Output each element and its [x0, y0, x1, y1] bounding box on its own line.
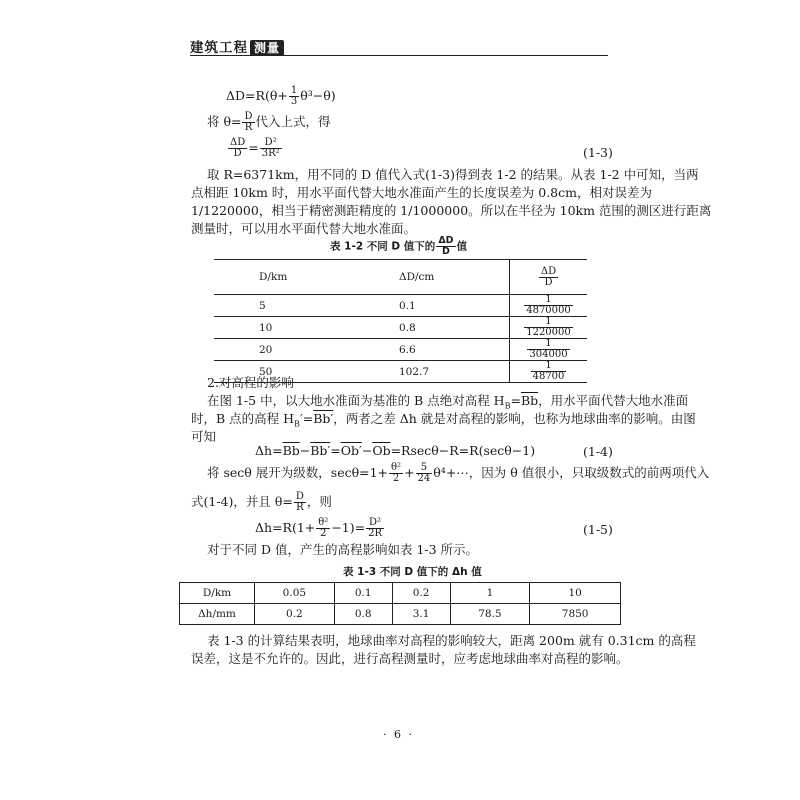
overline-segment: Ob′	[340, 443, 362, 458]
equation-1-5	[255, 518, 385, 539]
equation-number-1-3: (1-3)	[583, 145, 613, 160]
text-part: 式(1-4)，并且 θ=	[191, 494, 293, 509]
eq-fraction	[289, 86, 299, 107]
equation-1-3	[227, 138, 283, 159]
cell-delta-d: 6.6	[351, 339, 510, 361]
eq13-frac2	[260, 138, 282, 159]
para3-line2	[191, 492, 332, 513]
caption-fraction	[436, 236, 455, 257]
cell-ratio	[510, 339, 588, 361]
eq-part: Δh=	[255, 443, 283, 458]
caption-text: 表 1-2 不同 D 值下的	[330, 240, 436, 253]
subscript: B	[504, 401, 511, 411]
cell-d: 5	[214, 295, 351, 317]
frac-den: 2R	[368, 528, 382, 539]
para2-line3: 可知	[191, 429, 217, 444]
frac-den: R	[244, 122, 253, 133]
cell-delta-d: 0.1	[351, 295, 510, 317]
frac-num: 1	[531, 361, 567, 372]
frac-den: 4870000	[526, 305, 571, 316]
series-frac1	[389, 463, 403, 484]
overline-segment: $\overline{Bb}$	[520, 393, 539, 408]
table-1-3	[179, 582, 621, 625]
eq-part: =	[248, 140, 259, 155]
overline-segment: Bb′	[310, 443, 331, 458]
table-row	[214, 317, 587, 339]
col-header-d: D/km	[214, 260, 351, 295]
frac-den: 2	[392, 473, 400, 484]
header-rule	[190, 55, 608, 56]
frac-num: 1	[290, 85, 298, 96]
frac-num: θ²	[318, 517, 329, 528]
para2-line2	[191, 412, 696, 432]
eq-part: (θ+	[264, 88, 288, 103]
table-1-3-caption: 表 1-3 不同 D 值下的 Δh 值	[343, 566, 482, 578]
equation-1-4	[255, 444, 535, 458]
text-part: 代入上式，得	[255, 114, 331, 129]
cell-delta-h: 7850	[530, 604, 621, 625]
cell-d: 50	[214, 361, 351, 383]
sub-fraction	[242, 112, 254, 133]
row-label-d: D/km	[180, 583, 255, 604]
frac-den: D	[441, 246, 450, 257]
table-row	[180, 583, 621, 604]
cell-d: 0.05	[255, 583, 335, 604]
cell-delta-h: 3.1	[392, 604, 450, 625]
text-part: 将 θ=	[207, 114, 242, 129]
table-1-2-caption	[330, 236, 467, 257]
eq-part: =Rsecθ−R=R(secθ−1)	[390, 443, 536, 458]
frac-num: D	[244, 111, 253, 122]
cell-ratio	[510, 317, 588, 339]
table-row	[214, 295, 587, 317]
cell-delta-d: 0.8	[351, 317, 510, 339]
overline-segment: $\overline{Ob}$	[372, 443, 391, 458]
frac-den: 304000	[529, 349, 568, 360]
frac-num: ΔD	[540, 265, 557, 277]
text-part: ′=	[299, 411, 314, 426]
cell-d: 0.2	[392, 583, 450, 604]
eq-part: ΔD=R	[226, 88, 265, 103]
text-part: 时，B 点的高程 H	[191, 411, 295, 426]
frac-den: D	[544, 276, 553, 288]
table-header-row	[214, 260, 587, 295]
text-part: 将 secθ 展开为级数，secθ=1+	[207, 465, 389, 480]
text-part: 在图 1-5 中，以大地水准面为基准的 B 点绝对高程 H	[207, 393, 505, 408]
frac-num: D²	[260, 138, 282, 149]
frac-num: 1	[524, 295, 573, 306]
frac-num: 5	[416, 463, 433, 474]
equation-number-1-5: (1-5)	[583, 522, 613, 537]
cell-d: 20	[214, 339, 351, 361]
frac-num: ΔD	[230, 137, 246, 148]
text-part: ，两者之差 Δh 就是对高程的影响，也称为地球曲率的影响。由图	[333, 411, 696, 426]
row-label-delta-h: Δh/mm	[180, 604, 255, 625]
ratio-fraction	[531, 361, 567, 382]
text-part: =	[510, 393, 521, 408]
eq-part: −	[299, 443, 311, 458]
frac-den: 24	[417, 473, 431, 484]
col-header-ratio	[510, 260, 588, 295]
frac-num: D²	[366, 518, 384, 529]
para1-line1: 取 R=6371km，用不同的 D 值代入式(1-3)得到表 1-2 的结果。从表 1-2 中可知，当两	[207, 167, 699, 182]
cell-d: 10	[530, 583, 621, 604]
series-frac2	[416, 463, 433, 484]
eq-part: Δh=R(1+	[255, 520, 316, 535]
frac-den: 3R²	[261, 148, 280, 159]
cell-delta-h: 78.5	[450, 604, 530, 625]
substitution-line	[207, 112, 331, 133]
eq-part: =	[330, 443, 341, 458]
theta-fraction	[294, 492, 306, 513]
ratio-fraction	[524, 295, 573, 316]
para3-line1	[207, 463, 709, 484]
table-1-3-intro: 对于不同 D 值，产生的高程影响如表 1-3 所示。	[207, 542, 479, 557]
header-fraction	[539, 267, 558, 288]
cell-ratio	[510, 295, 588, 317]
frac-num: 1	[527, 339, 569, 350]
eq-part: −1)=	[331, 520, 366, 535]
cell-delta-h: 0.2	[255, 604, 335, 625]
frac-den: 48700	[532, 371, 565, 382]
eq15-frac2	[366, 518, 384, 539]
col-header-delta-d: ΔD/cm	[351, 260, 510, 295]
para4-line2: 误差，这是不允许的。因此，进行高程测量时，应考虑地球曲率对高程的影响。	[191, 651, 629, 666]
ratio-fraction	[527, 339, 569, 360]
eq13-frac1	[228, 138, 247, 159]
overline-segment: $\overline{Bb}$	[282, 443, 300, 458]
cell-d: 10	[214, 317, 351, 339]
frac-num: ΔD	[438, 235, 454, 246]
eq-part: θ³−θ)	[300, 88, 336, 103]
cell-ratio	[510, 361, 588, 383]
frac-den: 1220000	[526, 327, 571, 338]
frac-den: 2	[320, 528, 327, 539]
para4-line1: 表 1-3 的计算结果表明，地球曲率对高程的影响较大，距离 200m 就有 0.31cm 的高程	[207, 633, 696, 648]
cell-delta-d: 102.7	[351, 361, 510, 383]
frac-den: D	[233, 148, 242, 159]
subscript: B	[294, 419, 300, 429]
cell-d: 1	[450, 583, 530, 604]
section-title: 2.对高程的影响	[207, 375, 294, 390]
table-1-2	[214, 259, 587, 383]
frac-den: 3	[290, 96, 298, 107]
frac-num: 1	[524, 317, 573, 328]
running-header	[190, 36, 284, 56]
frac-num: θ²	[391, 462, 402, 473]
caption-text: 值	[456, 240, 468, 253]
page-number: · 6 ·	[383, 728, 414, 741]
para1-line4: 测量时，可以用水平面代替大地水准面。	[191, 221, 417, 236]
header-title: 建筑工程	[190, 40, 248, 56]
table-row	[180, 604, 621, 625]
eq15-frac1	[316, 518, 330, 539]
frac-den: R	[296, 502, 304, 513]
para1-line2: 点相距 10km 时，用水平面代替大地水准面产生的长度误差为 0.8cm，相对误差为	[191, 185, 652, 200]
overline-segment: Bb′	[313, 411, 334, 426]
text-part: +	[404, 465, 415, 480]
text-part: θ⁴+⋯，因为 θ 值很小，只取级数式的前两项代入	[433, 465, 710, 480]
frac-num: D	[295, 491, 304, 502]
text-part: ，则	[306, 494, 332, 509]
ratio-fraction	[524, 317, 573, 338]
eq-part: −	[361, 443, 373, 458]
equation-delta-d	[226, 86, 336, 107]
text-part: ，用水平面代替大地水准面	[538, 393, 689, 408]
table-row	[214, 339, 587, 361]
header-badge: 测量	[250, 40, 284, 56]
equation-number-1-4: (1-4)	[583, 444, 613, 459]
para1-line3: 1/1220000，相当于精密测距精度的 1/1000000。所以在半径为 10km 范围的测区进行距离	[191, 203, 712, 218]
cell-delta-h: 0.8	[334, 604, 392, 625]
cell-d: 0.1	[334, 583, 392, 604]
